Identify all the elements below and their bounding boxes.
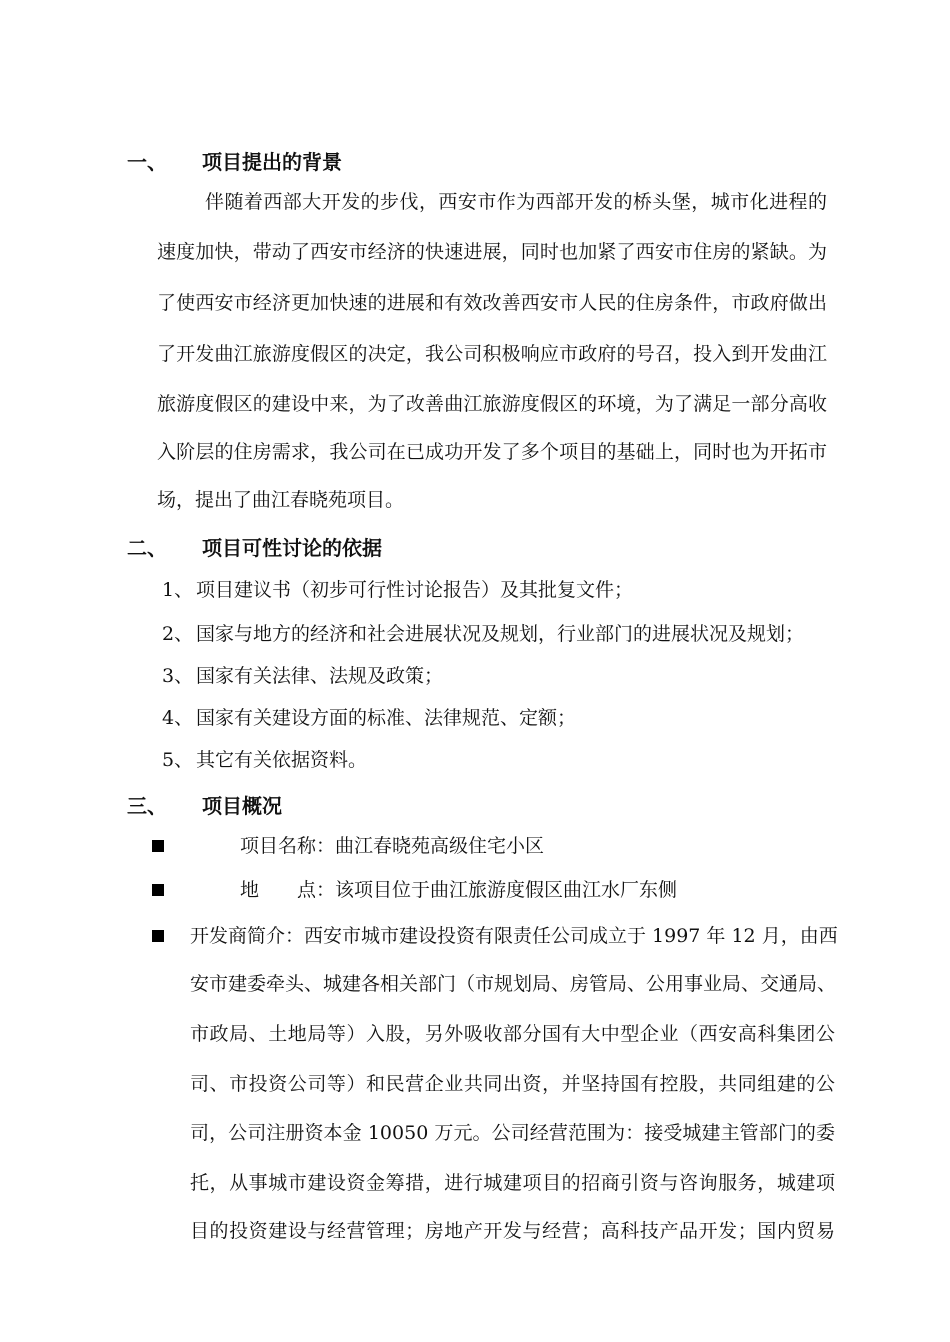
list-item-number: 5、 [162, 749, 194, 771]
developer-line: 开发商简介：西安市城市建设投资有限责任公司成立于 1997 年 12 月，由西 [190, 925, 838, 947]
developer-line: 司，公司注册资本金 10050 万元。公司经营范围为：接受城建主管部门的委 [190, 1122, 835, 1144]
bullet-square-icon [152, 930, 164, 942]
developer-line: 司、市投资公司等）和民营企业共同出资，并坚持国有控股，共同组建的公 [190, 1073, 835, 1095]
developer-line: 托，从事城市建设资金筹措，进行城建项目的招商引资与咨询服务，城建项 [190, 1172, 835, 1194]
section-2-number: 二、 [127, 536, 167, 560]
paragraph-line: 伴随着西部大开发的步伐，西安市作为西部开发的桥头堡，城市化进程的 [205, 191, 827, 213]
paragraph-line: 入阶层的住房需求，我公司在已成功开发了多个项目的基础上，同时也为开拓市 [157, 441, 827, 463]
paragraph-line: 了使西安市经济更加快速的进展和有效改善西安市人民的住房条件，市政府做出 [157, 292, 827, 314]
list-item-number: 2、 [162, 623, 194, 645]
paragraph-line: 旅游度假区的建设中来，为了改善曲江旅游度假区的环境，为了满足一部分高收 [157, 393, 827, 415]
section-3-number: 三、 [127, 794, 167, 818]
section-1-title: 项目提出的背景 [202, 150, 342, 174]
developer-line: 目的投资建设与经营管理；房地产开发与经营；高科技产品开发；国内贸易 [190, 1220, 835, 1242]
section-1-number: 一、 [127, 150, 167, 174]
bullet-square-icon [152, 884, 164, 896]
location-value: 该项目位于曲江旅游度假区曲江水厂东侧 [335, 879, 678, 901]
list-item-text: 其它有关依据资料。 [196, 749, 368, 771]
project-name-row: 项目名称：曲江春晓苑高级住宅小区 [240, 835, 545, 857]
list-item-text: 国家有关法律、法规及政策； [196, 665, 444, 687]
location-label: 地 点： [240, 879, 336, 901]
paragraph-line: 场，提出了曲江春晓苑项目。 [157, 489, 405, 511]
developer-line: 安市建委牵头、城建各相关部门（市规划局、房管局、公用事业局、交通局、 [190, 973, 837, 995]
list-item-number: 4、 [162, 707, 194, 729]
list-item-number: 1、 [162, 579, 194, 601]
paragraph-line: 了开发曲江旅游度假区的决定，我公司积极响应市政府的号召，投入到开发曲江 [157, 343, 827, 365]
list-item-number: 3、 [162, 665, 194, 687]
list-item-text: 国家与地方的经济和社会进展状况及规划，行业部门的进展状况及规划； [196, 623, 805, 645]
section-3-title: 项目概况 [202, 794, 282, 818]
paragraph-line: 速度加快，带动了西安市经济的快速进展，同时也加紧了西安市住房的紧缺。为 [157, 241, 827, 263]
list-item-text: 项目建议书（初步可行性讨论报告）及其批复文件； [196, 579, 634, 601]
developer-line: 市政局、土地局等）入股，另外吸收部分国有大中型企业（西安高科集团公 [190, 1023, 835, 1045]
bullet-square-icon [152, 840, 164, 852]
section-2-title: 项目可性讨论的依据 [202, 536, 382, 560]
list-item-text: 国家有关建设方面的标准、法律规范、定额； [196, 707, 577, 729]
